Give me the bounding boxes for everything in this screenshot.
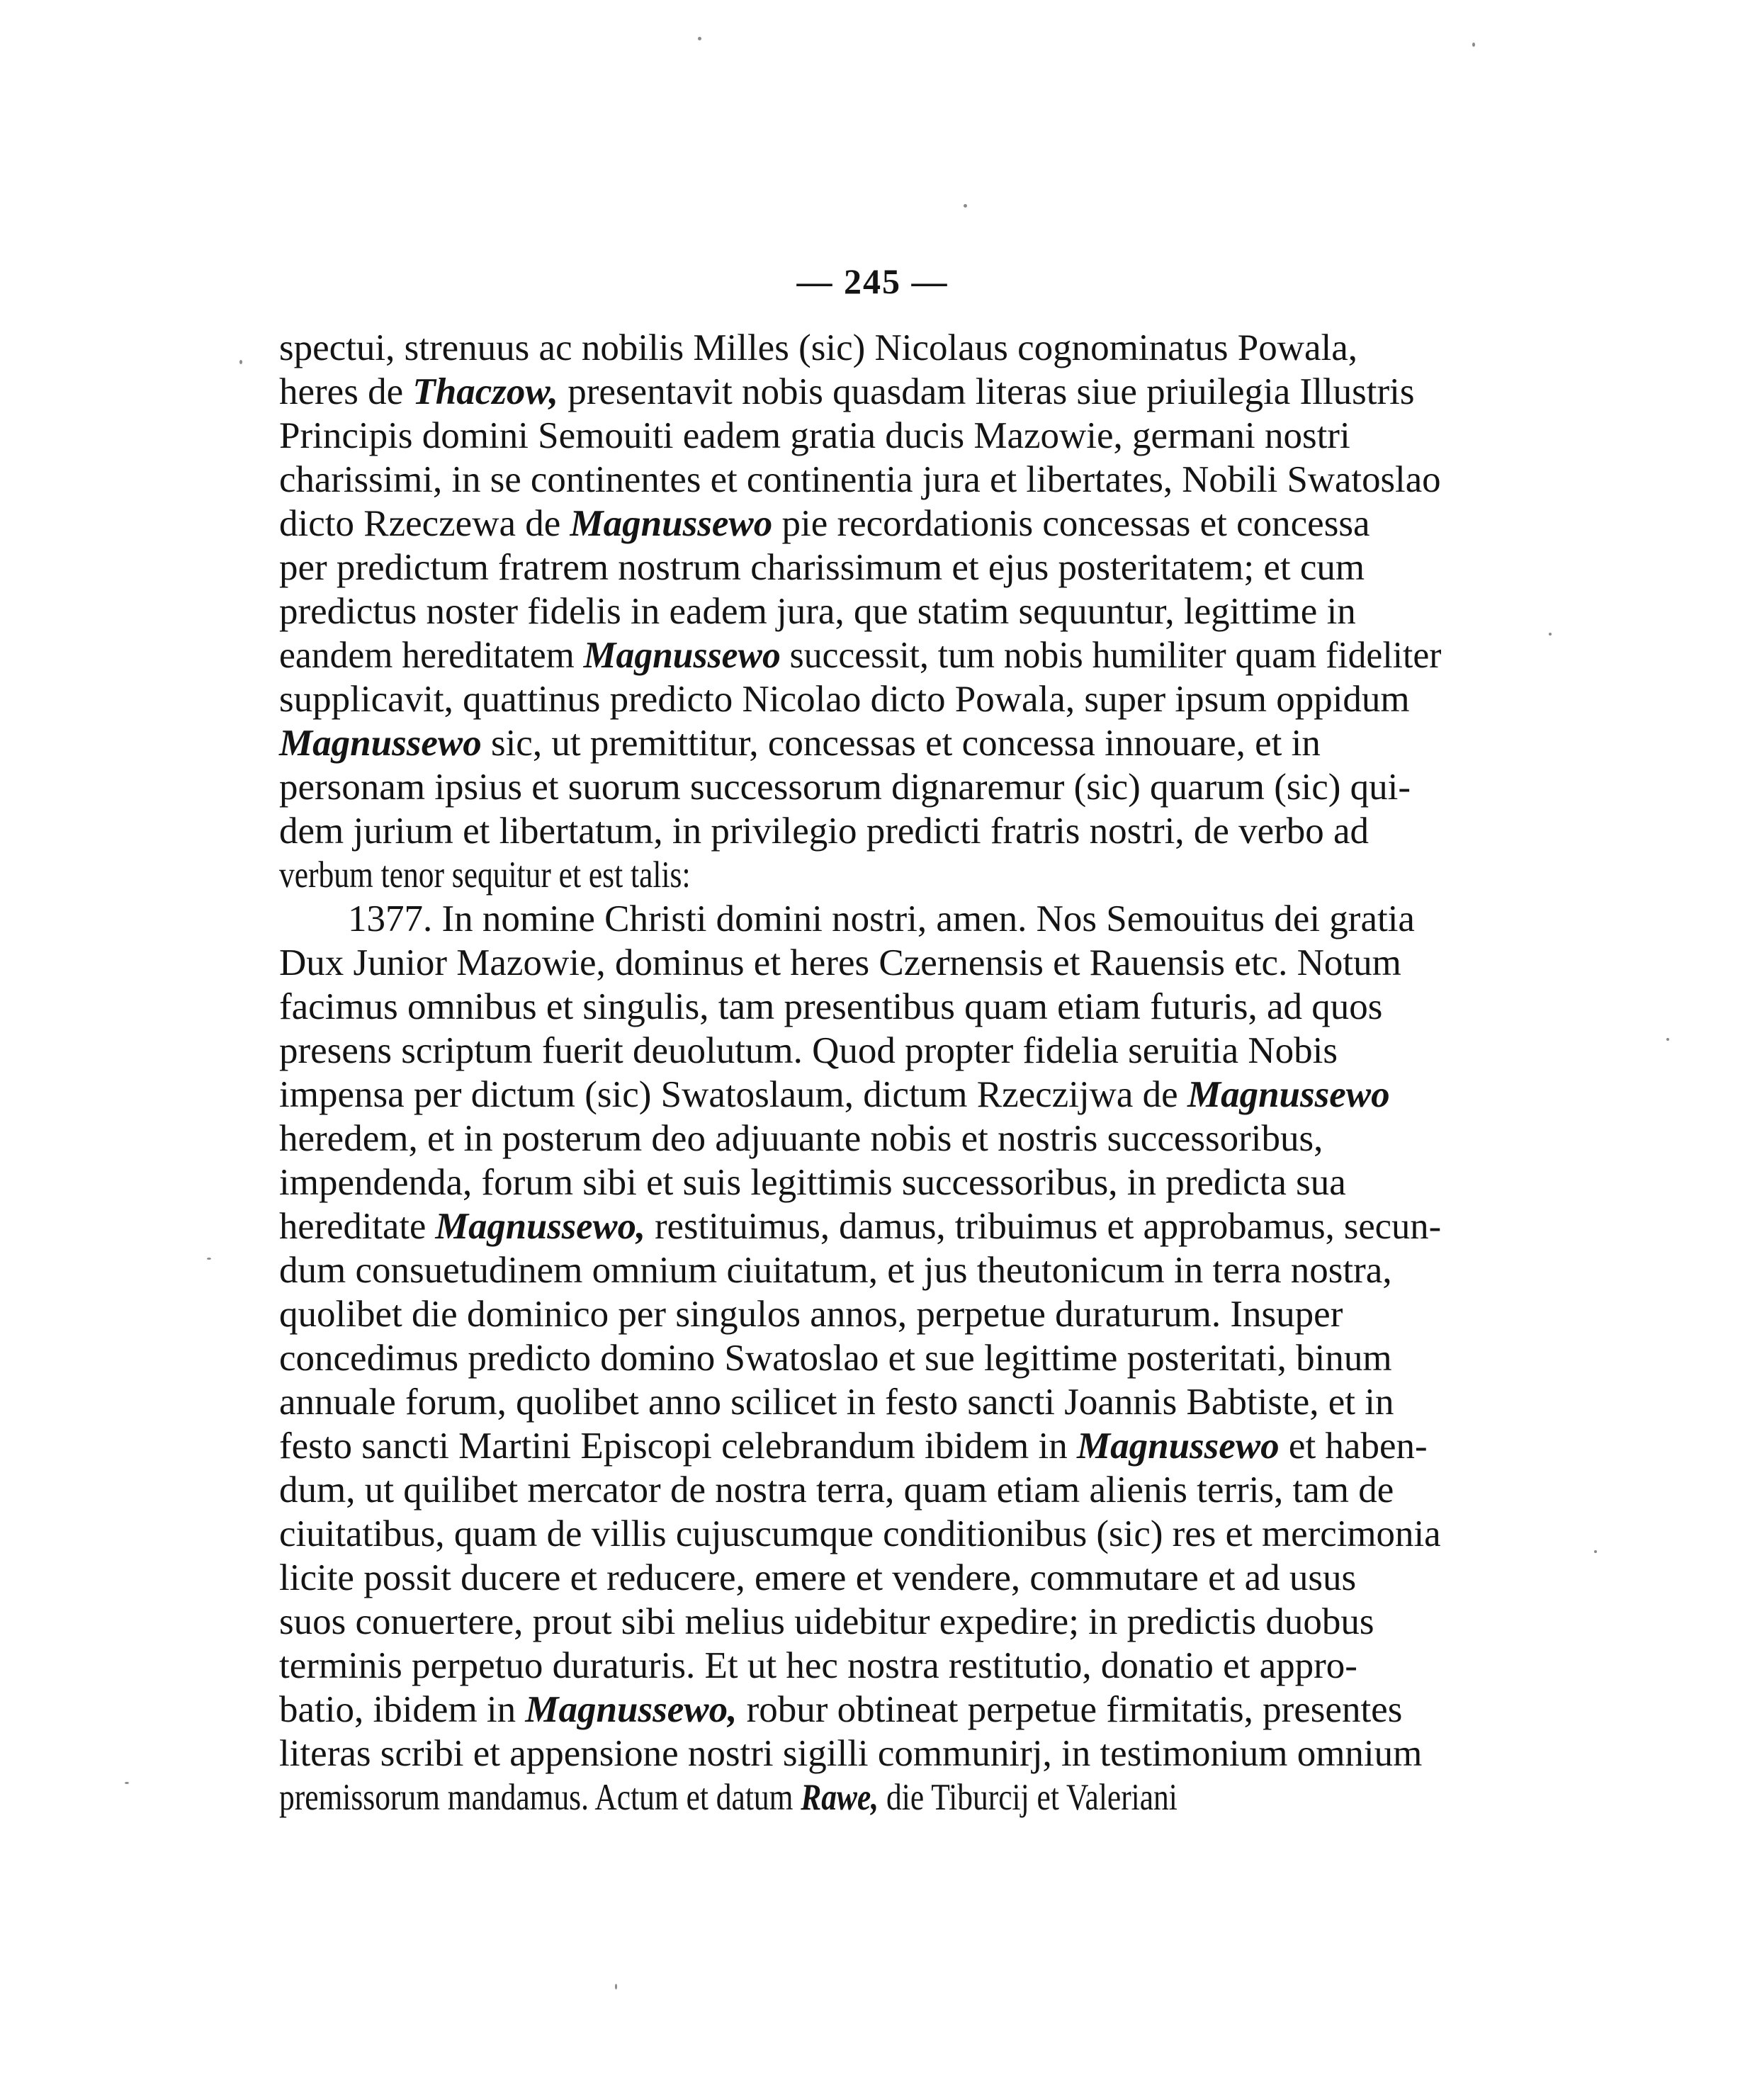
text-line <box>279 1688 1441 1732</box>
text-run: hereditate <box>279 1206 436 1247</box>
text-line <box>279 1776 1232 1819</box>
page-number: — 245 — <box>796 261 949 301</box>
text-line <box>279 1336 1441 1380</box>
scan-speck <box>1472 43 1475 47</box>
text-run: et haben- <box>1279 1426 1428 1467</box>
text-run: pie recordationis concessas et concessa <box>772 503 1370 544</box>
text-run: sic, ut premittitur, concessas et concessa innouare, et in <box>481 723 1321 764</box>
text-run: presens scriptum fuerit deuolutum. Quod propter fidelia seruitia Nobis <box>279 1030 1338 1071</box>
italic-place-name: Magnussewo <box>279 723 482 764</box>
text-line <box>279 1029 1441 1073</box>
text-line <box>279 1380 1441 1424</box>
text-run: heres de <box>279 371 413 412</box>
text-run: verbum tenor sequitur et est talis: <box>279 854 691 896</box>
text-run: premissorum mandamus. Actum et datum <box>279 1777 801 1818</box>
text-run: spectui, strenuus ac nobilis Milles (sic) Nicolaus cognominatus Powala, <box>279 327 1358 368</box>
text-line <box>279 677 1441 721</box>
text-run: dum consuetudinem omnium ciuitatum, et jus theutonicum in terra nostra, <box>279 1250 1392 1291</box>
text-run: 1377. In nomine Christi domini nostri, amen. Nos Semouitus dei gratia <box>348 898 1415 939</box>
scan-speck <box>1594 1550 1597 1553</box>
text-run: dicto Rzeczewa de <box>279 503 570 544</box>
scan-speck <box>698 37 701 40</box>
scan-speck <box>615 1984 617 1989</box>
text-line <box>279 1644 1441 1688</box>
text-line <box>279 809 1441 853</box>
text-run: annuale forum, quolibet anno scilicet in festo sancti Joannis Babtiste, et in <box>279 1382 1394 1423</box>
text-line <box>279 985 1441 1029</box>
italic-place-name: Magnussewo <box>1187 1074 1390 1115</box>
text-line <box>279 1512 1439 1556</box>
italic-place-name: Magnussewo <box>583 635 781 676</box>
text-run: suos conuertere, prout sibi melius uidebitur expedire; in predictis duobus <box>279 1601 1374 1642</box>
text-line <box>279 765 1441 809</box>
text-line <box>279 1248 1441 1292</box>
scan-speck <box>964 204 967 208</box>
text-line <box>279 546 1441 589</box>
text-line <box>279 941 1441 985</box>
text-line <box>279 458 1441 502</box>
text-run: presentavit nobis quasdam literas siue priuilegia Illustris <box>558 371 1415 412</box>
text-run: restituimus, damus, tribuimus et approbamus, secun- <box>645 1206 1442 1247</box>
scan-speck <box>125 1782 129 1784</box>
text-line <box>279 1600 1441 1644</box>
italic-place-name: Magnussewo, <box>525 1689 738 1730</box>
text-line <box>279 326 1441 370</box>
text-line <box>279 1556 1441 1600</box>
text-line <box>279 1204 1442 1248</box>
text-run: charissimi, in se continentes et continentia jura et libertates, Nobili Swatoslao <box>279 459 1441 500</box>
italic-place-name: Magnussewo <box>570 503 773 544</box>
text-run: concedimus predicto domino Swatoslao et sue legittime posteritati, binum <box>279 1338 1392 1379</box>
scan-speck <box>207 1258 211 1260</box>
text-run: eandem hereditatem <box>279 635 584 676</box>
text-run: impensa per dictum (sic) Swatoslaum, dictum Rzeczijwa de <box>279 1074 1187 1115</box>
text-run: literas scribi et appensione nostri sigilli communirj, in testimonium omnium <box>279 1733 1423 1774</box>
text-line <box>279 1292 1441 1336</box>
text-run: predictus noster fidelis in eadem jura, que statim sequuntur, legittime in <box>279 591 1356 632</box>
text-run: quolibet die dominico per singulos annos, perpetue duraturum. Insuper <box>279 1294 1343 1335</box>
text-run: ciuitatibus, quam de villis cujuscumque conditionibus (sic) res et mercimonia <box>279 1513 1441 1554</box>
text-run: successit, tum nobis humiliter quam fideliter <box>780 635 1442 676</box>
text-line <box>279 1117 1441 1161</box>
text-run: Dux Junior Mazowie, dominus et heres Czernensis et Rauensis etc. Notum <box>279 942 1401 983</box>
text-run: facimus omnibus et singulis, tam presentibus quam etiam futuris, ad quos <box>279 986 1383 1027</box>
text-run: die Tiburcij et Valeriani <box>879 1777 1178 1818</box>
italic-place-name: Thaczow, <box>412 371 558 412</box>
scan-speck <box>239 360 242 364</box>
text-line <box>279 1073 1441 1117</box>
text-run: robur obtineat perpetue firmitatis, presentes <box>737 1689 1403 1730</box>
text-run: festo sancti Martini Episcopi celebrandum ibidem in <box>279 1426 1077 1467</box>
scan-speck <box>1666 1038 1669 1041</box>
text-run: dum, ut quilibet mercator de nostra terra, quam etiam alienis terris, tam de <box>279 1469 1394 1511</box>
text-line <box>279 370 1441 414</box>
text-line <box>279 589 1441 633</box>
text-line <box>279 1732 1441 1776</box>
text-run: personam ipsius et suorum successorum dignaremur (sic) quarum (sic) qui- <box>279 767 1411 808</box>
text-run: terminis perpetuo duraturis. Et ut hec nostra restitutio, donatio et appro- <box>279 1645 1357 1686</box>
text-run: batio, ibidem in <box>279 1689 526 1730</box>
text-run: dem jurium et libertatum, in privilegio predicti fratris nostri, de verbo ad <box>279 811 1370 852</box>
text-line <box>279 721 1441 765</box>
text-line <box>279 853 1232 897</box>
text-run: licite possit ducere et reducere, emere et vendere, commutare et ad usus <box>279 1557 1357 1598</box>
text-line <box>279 1161 1441 1204</box>
text-run: per predictum fratrem nostrum charissimum et ejus posteritatem; et cum <box>279 547 1365 588</box>
text-line <box>279 1424 1441 1468</box>
italic-place-name: Magnussewo, <box>435 1206 646 1247</box>
text-line <box>279 633 1442 677</box>
italic-place-name: Rawe, <box>801 1777 879 1818</box>
text-run: supplicavit, quattinus predicto Nicolao dicto Powala, super ipsum oppidum <box>279 679 1410 720</box>
italic-place-name: Magnussewo <box>1076 1426 1280 1467</box>
text-line <box>279 1468 1441 1512</box>
body-text <box>279 326 1441 1819</box>
scan-speck <box>1549 633 1552 636</box>
text-run: Principis domini Semouiti eadem gratia ducis Mazowie, germani nostri <box>279 415 1350 456</box>
text-run: heredem, et in posterum deo adjuuante nobis et nostris successoribus, <box>279 1118 1323 1159</box>
text-line <box>279 897 1441 941</box>
text-run: impendenda, forum sibi et suis legittimis successoribus, in predicta sua <box>279 1162 1346 1203</box>
text-line <box>279 502 1441 546</box>
text-line <box>279 414 1441 458</box>
